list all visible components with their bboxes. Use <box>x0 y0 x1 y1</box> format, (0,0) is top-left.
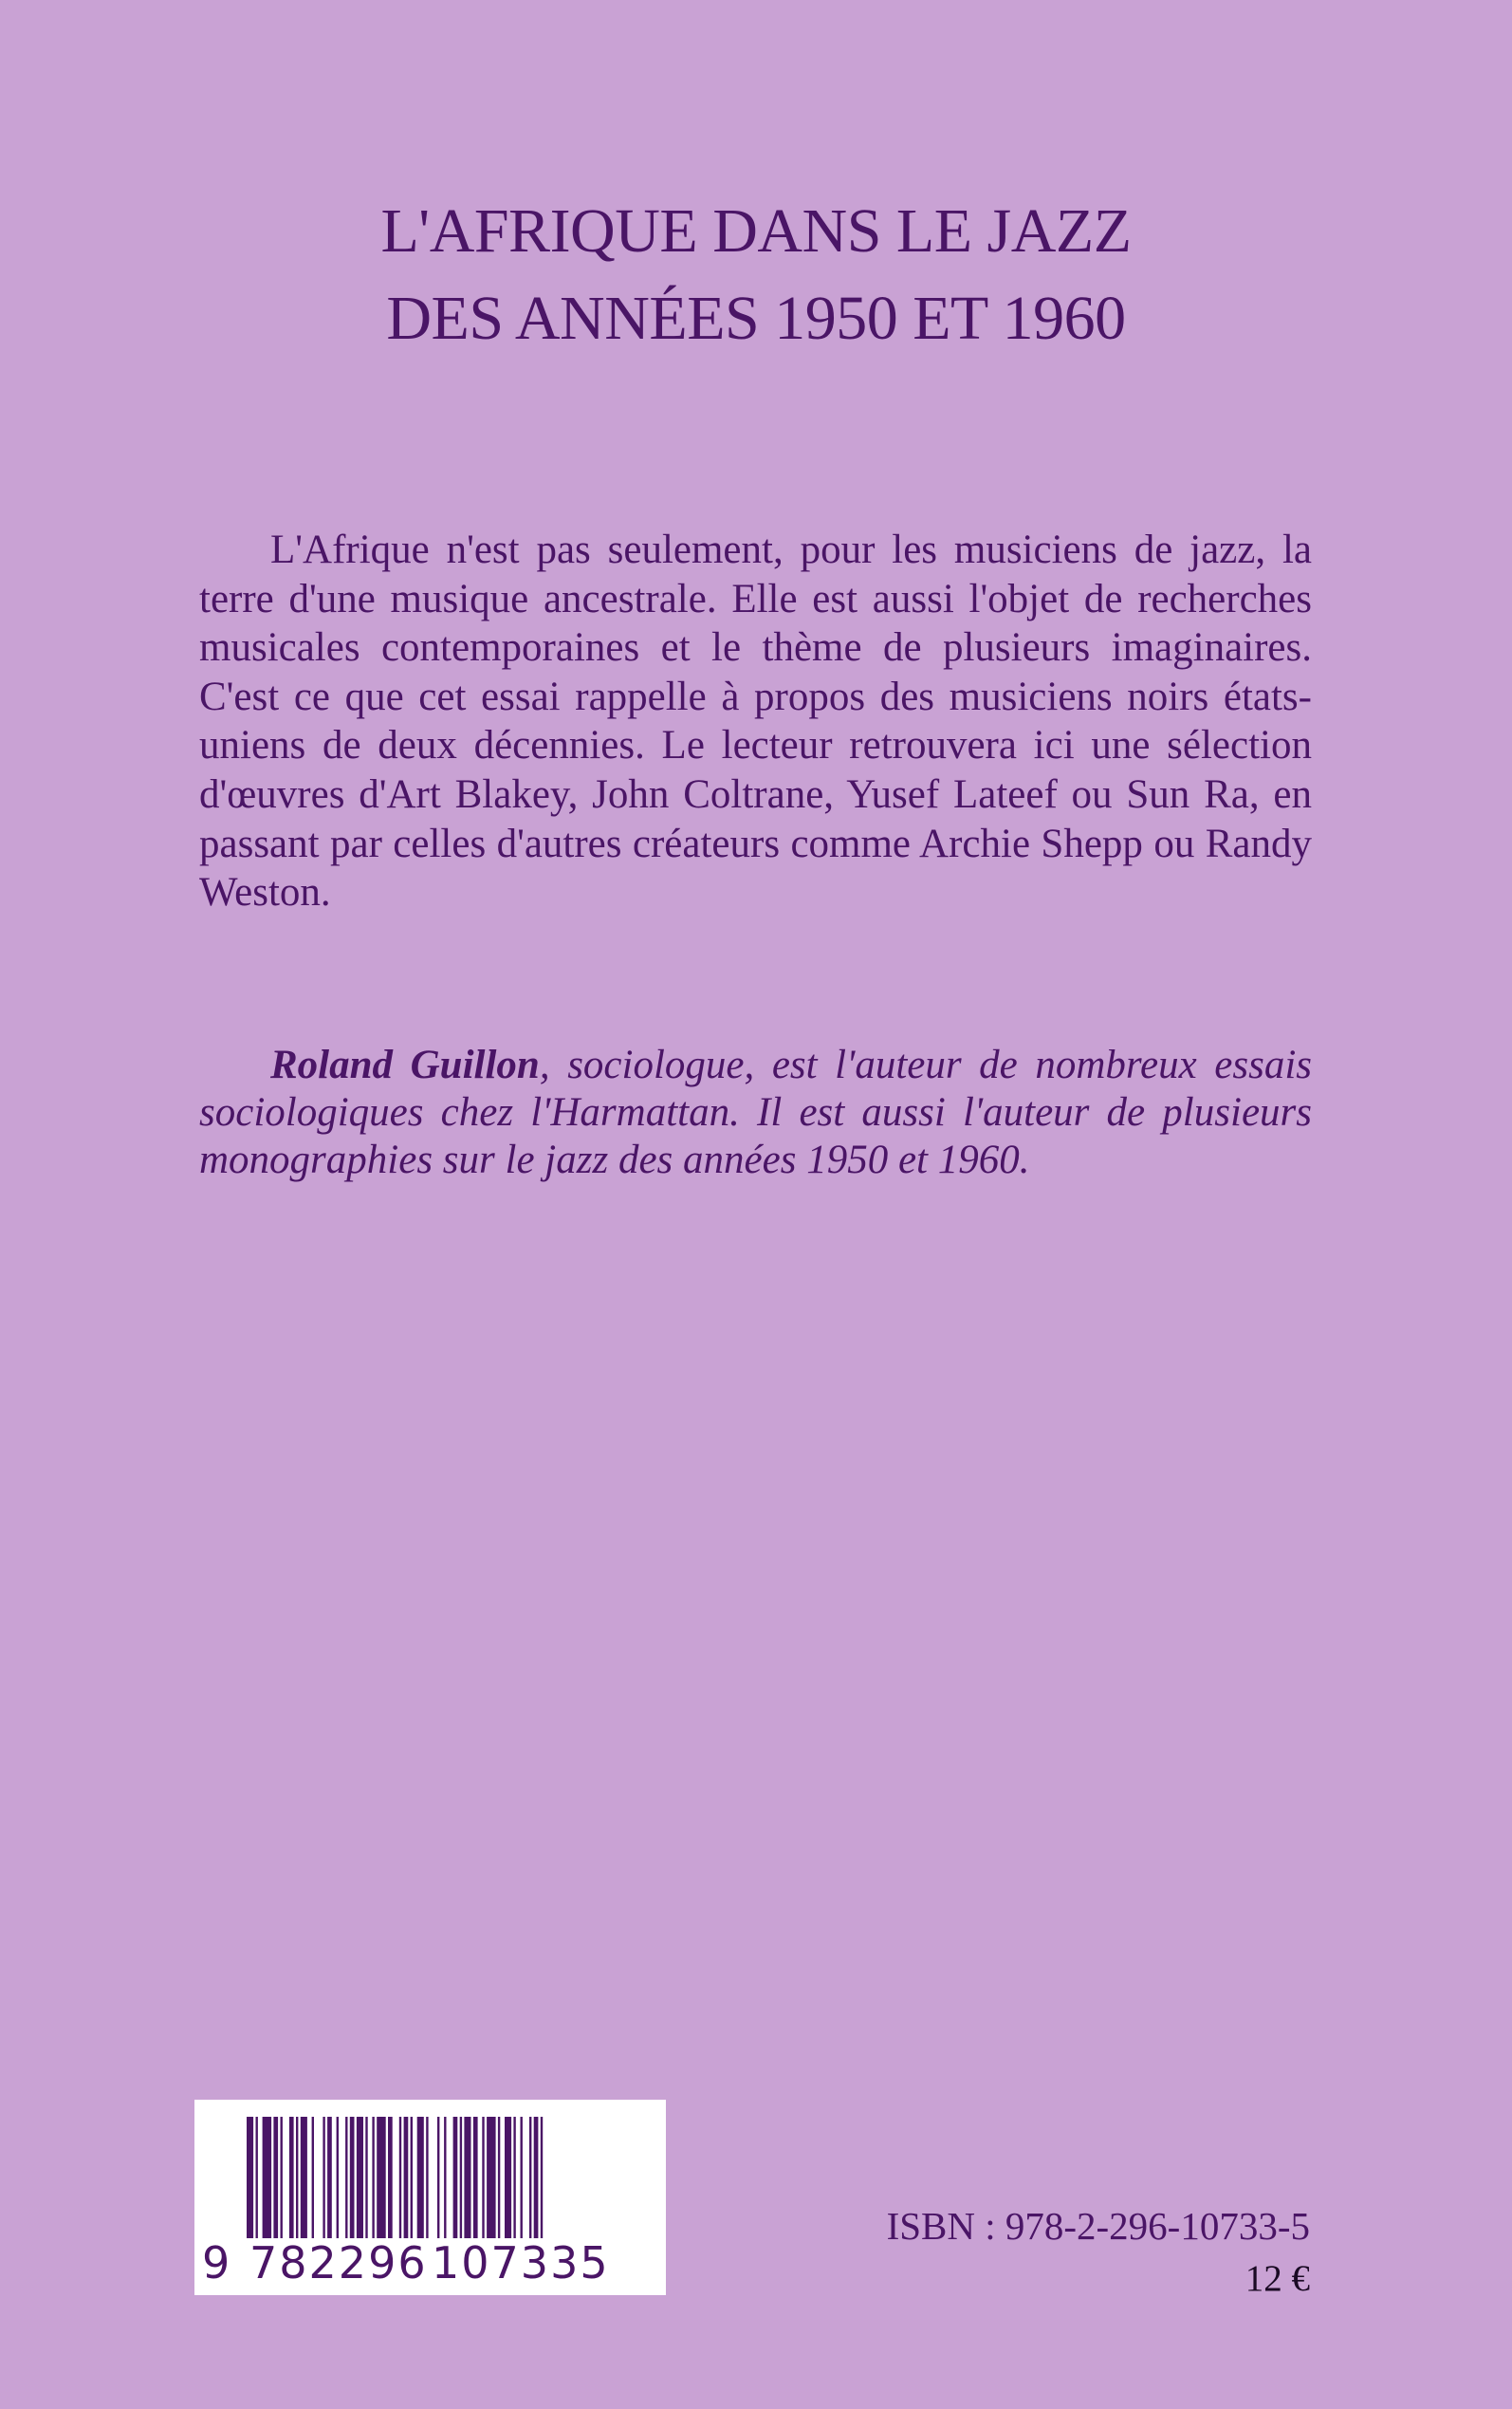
barcode-bar <box>372 2117 374 2238</box>
barcode-bar <box>296 2117 298 2238</box>
barcode-bar <box>529 2117 531 2238</box>
barcode-bar <box>312 2117 314 2238</box>
barcode-bar <box>513 2117 515 2238</box>
barcode-bar <box>404 2117 409 2238</box>
barcode-bar <box>399 2117 401 2238</box>
author-bio-text: , sociologue, est l'auteur de nombreux essais sociologiques chez l'Harmattan. Il est aussi l'auteur de plusieurs monographies sur le jazz des années 1950 et 1960. <box>199 1043 1313 1182</box>
barcode-bar <box>256 2117 258 2238</box>
barcode-bar <box>426 2117 428 2238</box>
barcode-bar <box>337 2117 339 2238</box>
barcode-bar <box>498 2117 500 2238</box>
barcode-bar <box>247 2117 253 2238</box>
title-line-2: DES ANNÉES 1950 ET 1960 <box>386 284 1126 353</box>
barcode-bar <box>505 2117 511 2238</box>
barcode-bar <box>417 2117 424 2238</box>
barcode-bar <box>301 2117 307 2238</box>
barcode-bar <box>350 2117 355 2238</box>
barcode-group-1: 782296 <box>249 2237 428 2289</box>
summary-paragraph: L'Afrique n'est pas seulement, pour les musiciens de jazz, la terre d'une musique ancestrale. Elle est aussi l'objet de recherches musicales contemporaines et le thème de plusieurs imaginaires. C'est ce que cet essai rappelle à propos des musiciens noirs états-uniens de deux décennies. Le lecteur retrouvera ici une sélection d'œuvres d'Art Blakey, John Coltrane, Yusef Lateef ou Sun Ra, en passant par celles d'autres créateurs comme Archie Shepp ou Randy Weston. <box>199 528 1312 916</box>
barcode-bar <box>345 2117 347 2238</box>
barcode-bar <box>377 2117 386 2238</box>
barcode-bar <box>357 2117 363 2238</box>
barcode-bar <box>473 2117 478 2238</box>
barcode-bar <box>388 2117 393 2238</box>
barcode-bar <box>453 2117 458 2238</box>
barcode-bar <box>437 2117 439 2238</box>
barcode-bar <box>289 2117 294 2238</box>
barcode-bar <box>521 2117 523 2238</box>
barcode-group-2: 107335 <box>432 2237 610 2289</box>
barcode-bar <box>323 2117 324 2238</box>
barcode-bar <box>411 2117 413 2238</box>
barcode-bar <box>487 2117 496 2238</box>
barcode-bar <box>460 2117 462 2238</box>
book-title <box>0 188 1512 362</box>
barcode-bar <box>534 2117 539 2238</box>
barcode-bar <box>482 2117 484 2238</box>
title-line-1: L'AFRIQUE DANS LE JAZZ <box>380 196 1132 266</box>
barcode-digits <box>194 2236 666 2289</box>
barcode-bar <box>365 2117 367 2238</box>
barcode-bar <box>541 2117 543 2238</box>
price-label: 12 € <box>1245 2258 1310 2299</box>
barcode <box>194 2100 666 2295</box>
barcode-lead-digit: 9 <box>202 2237 230 2289</box>
author-bio <box>199 1042 1312 1184</box>
author-name: Roland Guillon <box>270 1043 540 1087</box>
barcode-bar <box>444 2117 446 2238</box>
barcode-bar <box>273 2117 278 2238</box>
barcode-bar <box>263 2117 272 2238</box>
barcode-bar <box>464 2117 470 2238</box>
isbn-number: ISBN : 978-2-296-10733-5 <box>886 2204 1310 2248</box>
barcode-bar <box>281 2117 283 2238</box>
barcode-bar <box>327 2117 332 2238</box>
